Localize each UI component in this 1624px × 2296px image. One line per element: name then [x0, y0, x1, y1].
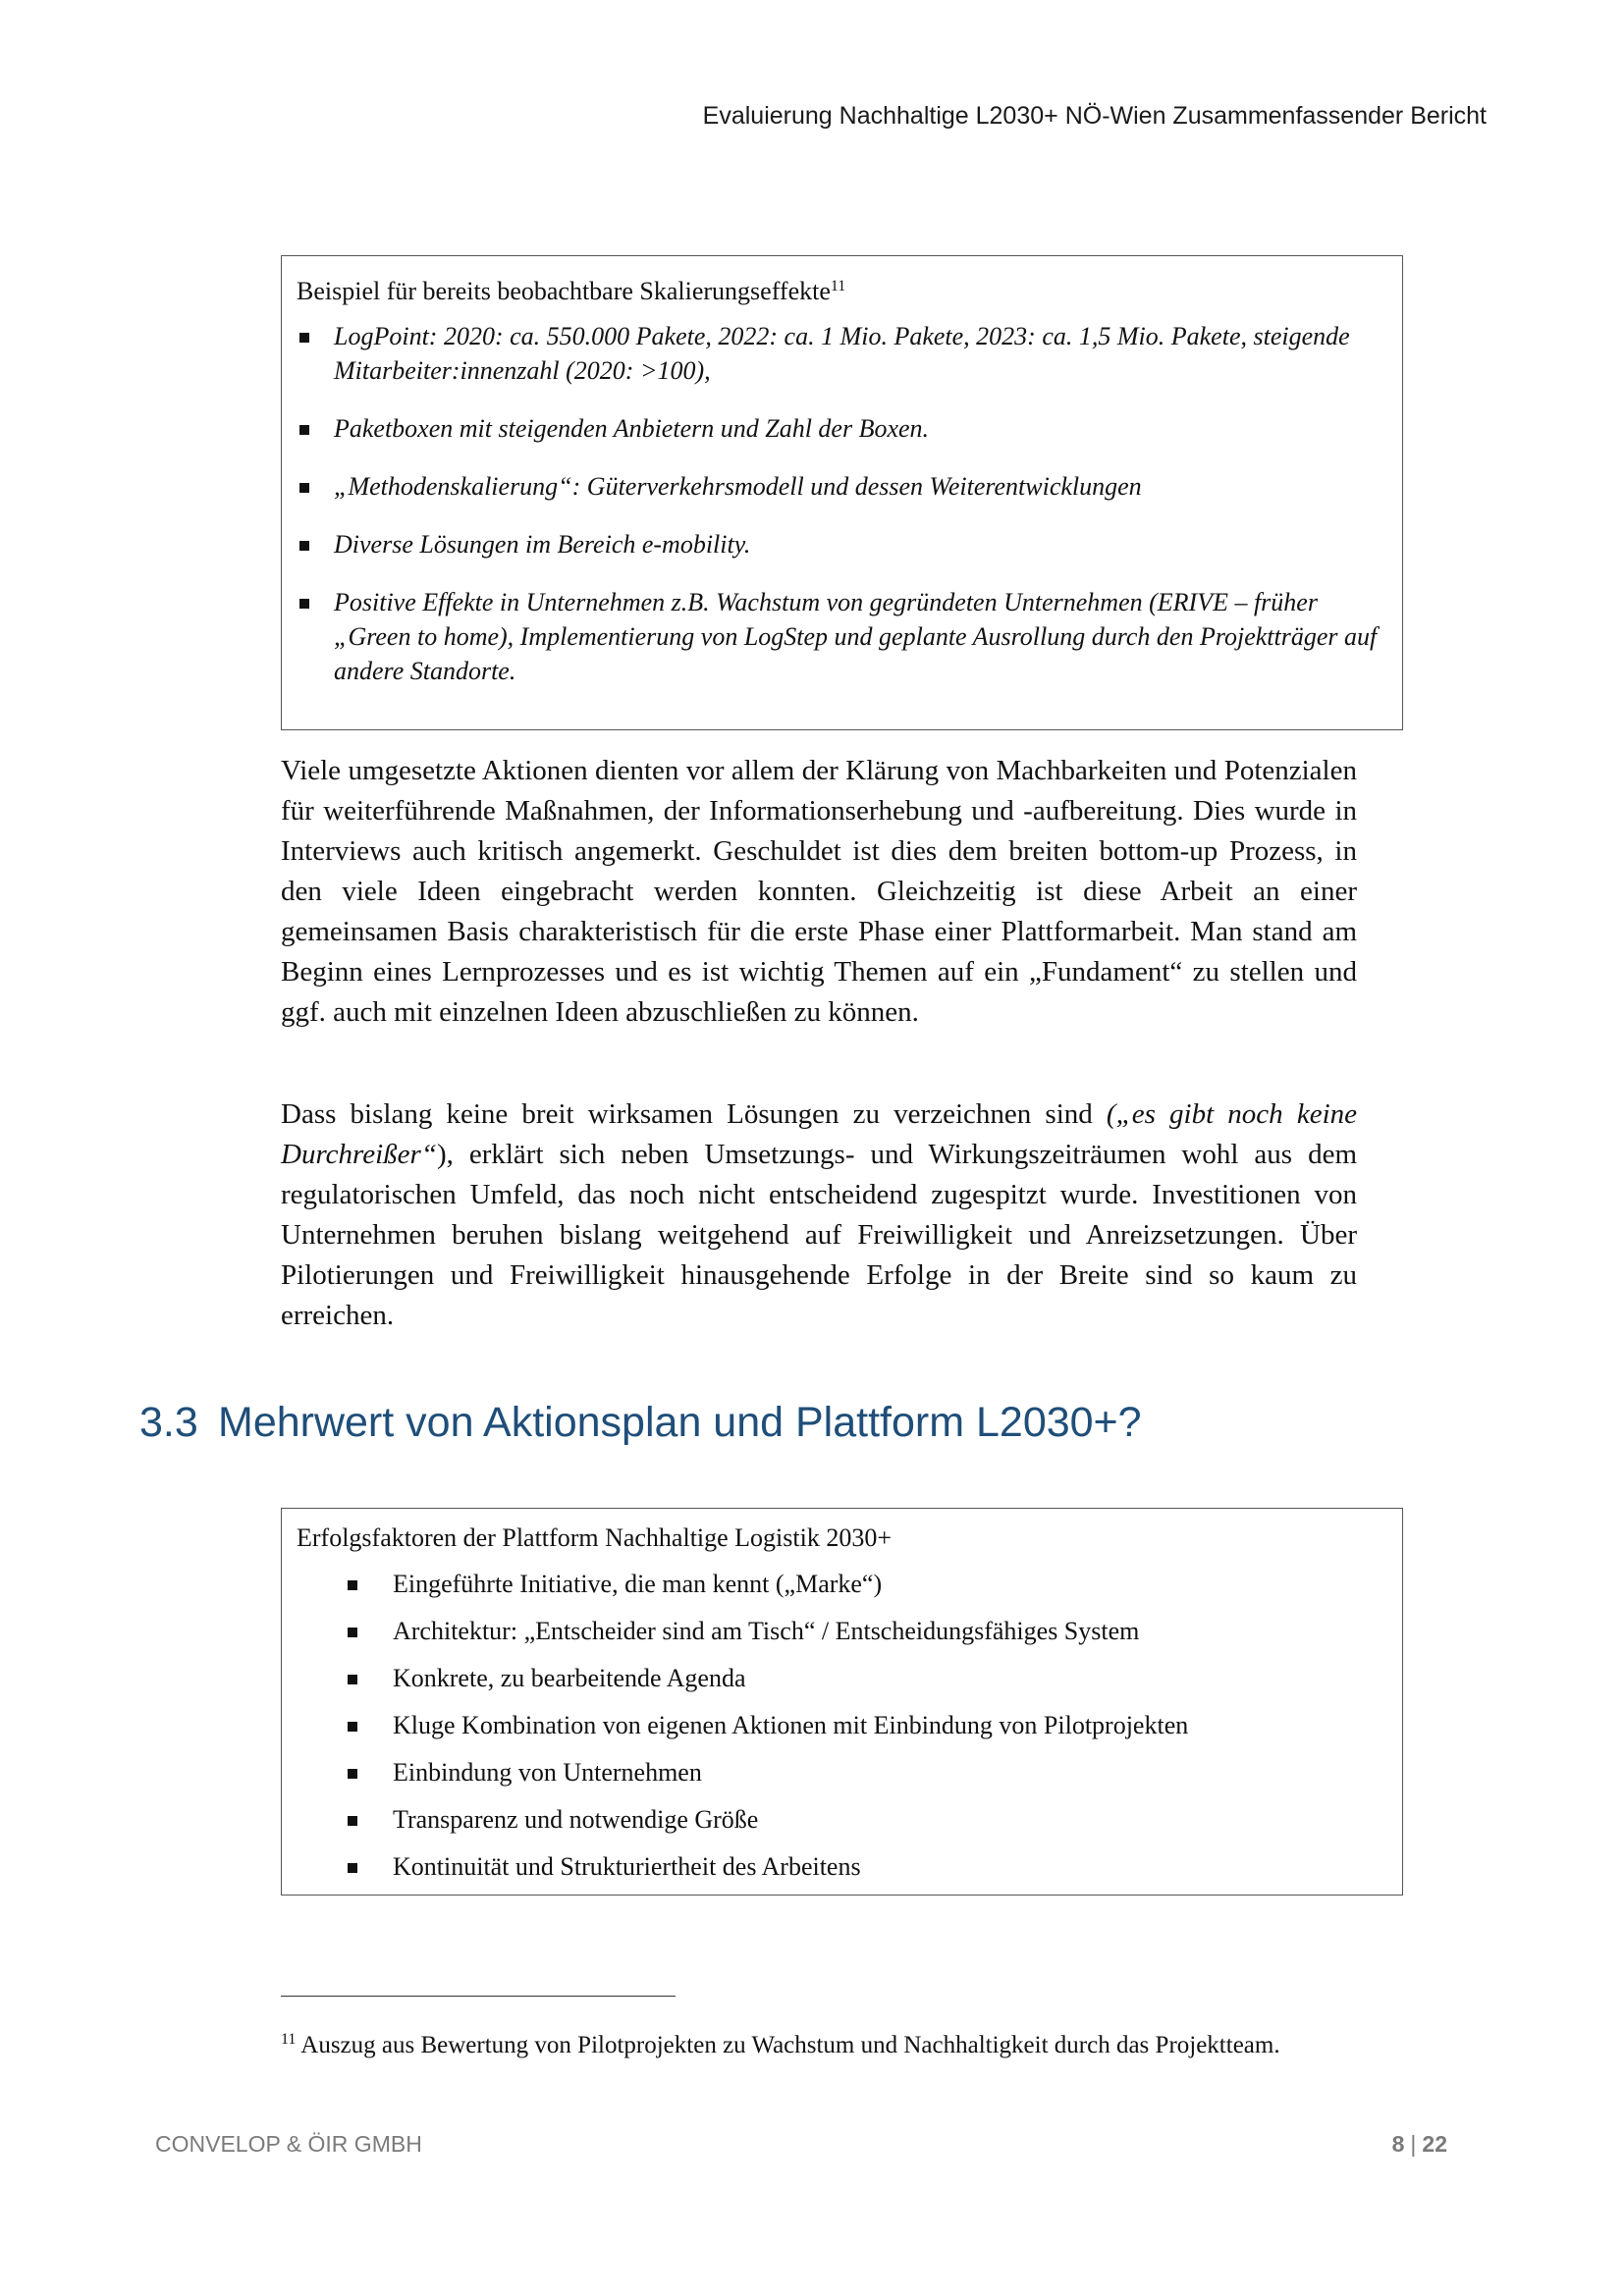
total-pages: 22 [1422, 2131, 1447, 2157]
footnote-number: 11 [281, 2031, 297, 2048]
body-paragraph: Dass bislang keine breit wirksamen Lösungen zu verzeichnen sind („es gibt noch keine Durchreißer“), erklärt sich neben Umsetzungs- und Wirkungszeiträumen wohl aus dem regulatorischen Umfeld, das noch nicht entscheidend zugespitzt wurde. Investitionen von Unternehmen beruhen bislang weitgehend auf Freiwilligkeit und Anreizsetzungen. Über Pilotierungen und Freiwilligkeit hinausgehende Erfolge in der Breite sind so kaum zu erreichen. [281, 1098, 1357, 1331]
list-item: Architektur: „Entscheider sind am Tisch“ / Entscheidungsfähiges System [297, 1608, 1386, 1655]
list-item: Kontinuität und Strukturiertheit des Arbeitens [297, 1843, 1386, 1891]
footnote-ref[interactable]: 11 [830, 278, 846, 294]
success-factors-box [281, 1508, 1403, 1896]
section-title: Mehrwert von Aktionsplan und Plattform L2030+? [218, 1399, 1142, 1446]
scaling-effects-box [281, 255, 1403, 730]
list-item: Diverse Lösungen im Bereich e-mobility. [297, 527, 1386, 561]
scaling-effects-list [297, 319, 1386, 688]
quote-text: („es gibt noch keine Durchreißer“ [281, 1098, 1357, 1170]
box-title: Erfolgsfaktoren der Plattform Nachhaltige Logistik 2030+ [297, 1523, 893, 1552]
list-item: LogPoint: 2020: ca. 550.000 Pakete, 2022: ca. 1 Mio. Pakete, 2023: ca. 1,5 Mio. Pakete, steigende Mitarbeiter:innenzahl (2020: >100), [297, 319, 1386, 388]
list-item: Konkrete, zu bearbeitende Agenda [297, 1655, 1386, 1702]
page-separator: | [1410, 2131, 1417, 2157]
list-item: Einbindung von Unternehmen [297, 1749, 1386, 1796]
body-paragraph: Viele umgesetzte Aktionen dienten vor allem der Klärung von Machbarkeiten und Potenzialen für weiterführende Maßnahmen, der Informationserhebung und -aufbereitung. Dies wurde in Interviews auch kritisch angemerkt. Geschuldet ist dies dem breiten bottom-up Prozess, in den viele Ideen eingebracht werden konnten. Gleichzeitig ist diese Arbeit an einer gemeinsamen Basis charakteristisch für die erste Phase einer Plattformarbeit. Man stand am Beginn eines Lernprozesses und es ist wichtig Themen auf ein „Fundament“ zu stellen und ggf. auch mit einzelnen Ideen abzuschließen zu können. [281, 755, 1357, 1028]
list-item: Paketboxen mit steigenden Anbietern und Zahl der Boxen. [297, 411, 1386, 446]
list-item: „Methodenskalierung“: Güterverkehrsmodell und dessen Weiterentwicklungen [297, 469, 1386, 504]
box-title: Beispiel für bereits beobachtbare Skalierungseffekte$^{11}$ [297, 277, 846, 305]
page-number [1392, 2131, 1447, 2158]
footer-company: CONVELOP & ÖIR GMBH [155, 2131, 422, 2157]
footnote-divider [281, 1996, 676, 1997]
current-page: 8 [1391, 2131, 1405, 2157]
section-heading [139, 1399, 1142, 1447]
section-number: 3.3 [139, 1399, 198, 1446]
list-item: Transparenz und notwendige Größe [297, 1796, 1386, 1843]
footnote: $^{11}$ Auszug aus Bewertung von Pilotprojekten zu Wachstum und Nachhaltigkeit durch das Projektteam. [281, 2031, 1280, 2058]
page-header: Evaluierung Nachhaltige L2030+ NÖ-Wien Zusammenfassender Bericht [702, 102, 1487, 130]
list-item: Positive Effekte in Unternehmen z.B. Wachstum von gegründeten Unternehmen (ERIVE – früher „Green to home), Implementierung von LogStep und geplante Ausrollung durch den Projektträger auf andere Standorte. [297, 585, 1386, 688]
list-item: Eingeführte Initiative, die man kennt („Marke“) [297, 1561, 1386, 1608]
success-factors-list [297, 1561, 1386, 1891]
list-item: Kluge Kombination von eigenen Aktionen mit Einbindung von Pilotprojekten [297, 1702, 1386, 1749]
